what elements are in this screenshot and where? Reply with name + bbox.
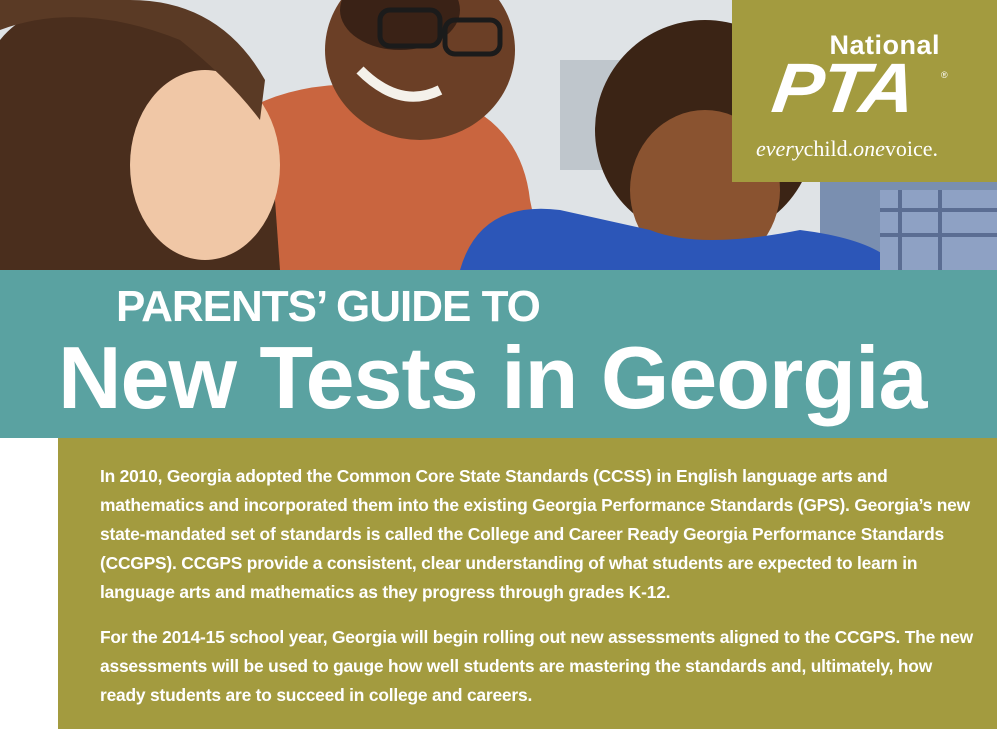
intro-paragraph-1: In 2010, Georgia adopted the Common Core State Standards (CCSS) in English language arts and mathematics and incorporated them into the existing Georgia Performance Standards (GPS). Georgia’s new state-mandated set of standards is called the College and Career Ready Georgia Performance Standards (CCGPS). CCGPS provide a consistent, clear understanding of what students are expected to learn in language arts and mathematics as they progress through grades K-12. [100,466,970,602]
pta-logo [732,0,997,182]
logo-tagline [756,136,938,162]
title-kicker: PARENTS’ GUIDE TO [116,282,540,331]
intro-paragraph-2: For the 2014-15 school year, Georgia will begin rolling out new assessments aligned to the CCGPS. The new assessments will be used to gauge how well students are mastering the standards and, ultimately, how ready students are to succeed in college and careers. [100,627,973,705]
tagline-child: child. [803,136,854,161]
intro-box [58,438,997,729]
tagline-voice: voice. [884,136,939,161]
tagline-one: one [853,136,885,161]
logo-pta-wordmark: PTA [767,49,920,128]
logo-national-text: National [829,30,940,60]
tagline-every: every [756,136,804,161]
page-title: New Tests in Georgia [58,328,927,427]
registered-mark: ® [941,70,948,80]
